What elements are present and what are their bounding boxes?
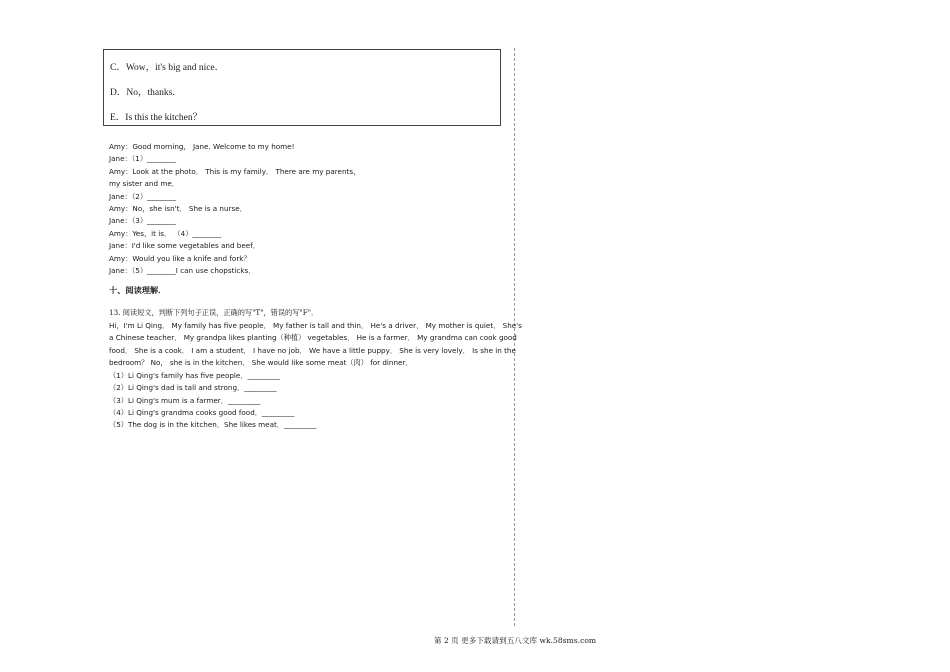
dialogue-line: Amy：Good morning， Jane. Welcome to my home! (109, 142, 295, 151)
answer-options-box (103, 49, 501, 126)
dialogue-line: Amy：Look at the photo． This is my family． There are my parents， (109, 167, 361, 176)
dialogue-line: Jane：（1）________ (109, 154, 176, 163)
option-d: D．No，thanks． (110, 88, 182, 98)
question-intro: 13. 阅读短文，判断下列句子正误，正确的写"T"，错误的写"F"． (109, 308, 319, 317)
dialogue-line: Jane：（5）________I can use chopsticks． (109, 266, 256, 275)
question-item: （4）Li Qing's grandma cooks good food．_________ (109, 408, 295, 417)
question-item: （3）Li Qing's mum is a farmer．_________ (109, 396, 261, 405)
question-item: （5）The dog is in the kitchen．She likes meat．_________ (109, 420, 317, 429)
page-footer: 第 2 页 更多下载请到五八文库 wk.58sms.com (433, 636, 597, 645)
passage-line: Hi，I'm Li Qing． My family has five people． My father is tall and thin． He's a driver． My mother is quiet． She's (109, 321, 522, 330)
option-e: E．Is this the kitchen？ (110, 113, 203, 123)
dialogue-line: my sister and me． (109, 179, 179, 188)
dialogue-line: Amy：No，she isn't． She is a nurse． (109, 204, 247, 213)
passage-line: bedroom？ No， she is in the kitchen． She would like some meat（肉） for dinner． (109, 358, 413, 367)
dialogue-line: Jane：（3）________ (109, 216, 176, 225)
dialogue-line: Jane：I'd like some vegetables and beef． (109, 241, 260, 250)
question-item: （1）Li Qing's family has five people．_________ (109, 371, 280, 380)
passage-line: a Chinese teacher． My grandpa likes planting（种植） vegetables． He is a farmer． My grandma can cook good (109, 333, 517, 342)
dialogue-line: Jane：（2）________ (109, 192, 176, 201)
option-c: C．Wow，it's big and nice． (110, 63, 225, 73)
question-item: （2）Li Qing's dad is tall and strong．_________ (109, 383, 277, 392)
section-heading: 十、阅读理解． (109, 285, 167, 295)
dialogue-line: Amy：Would you like a knife and fork？ (109, 254, 251, 263)
dialogue-line: Amy：Yes，it is． （4）________ (109, 229, 222, 238)
passage-line: food． She is a cook． I am a student． I have no job． We have a little puppy． She is very lovely． Is she in the (109, 346, 516, 355)
